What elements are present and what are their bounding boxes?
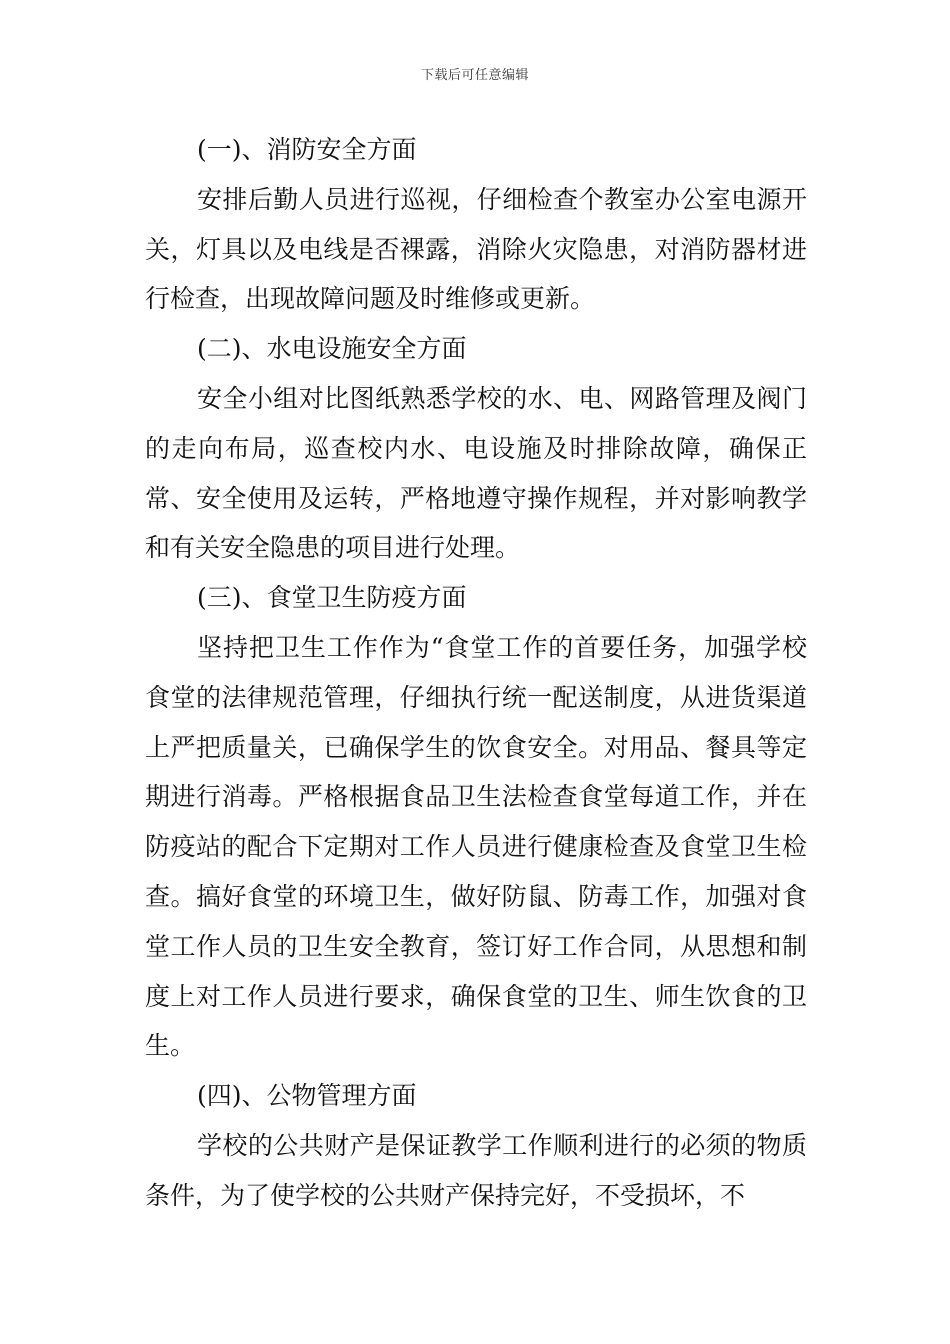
section-body-fire-safety: 安排后勤人员进行巡视，仔细检查个教室办公室电源开关，灯具以及电线是否裸露，消除火灾隐患，对消防器材进行检查，出现故障问题及时维修或更新。 xyxy=(145,184,807,314)
section-heading-water-electric: (二)、水电设施安全方面 xyxy=(197,334,467,364)
section-body-water-electric: 安全小组对比图纸熟悉学校的水、电、网路管理及阀门的走向布局，巡查校内水、电设施及时排除故障，确保正常、安全使用及运转，严格地遵守操作规程，并对影响教学和有关安全隐患的项目进行处理。 xyxy=(145,383,807,563)
section-body-public-property: 学校的公共财产是保证教学工作顺利进行的必须的物质条件，为了使学校的公共财产保持完好，不受损坏，不 xyxy=(145,1130,807,1210)
section-body-canteen-hygiene: 坚持把卫生工作作为“食堂工作的首要任务，加强学校食堂的法律规范管理，仔细执行统一配送制度，从进货渠道上严把质量关，已确保学生的饮食安全。对用品、餐具等定期进行消毒。严格根据食品卫生法检查食堂每道工作，并在防疫站的配合下定期对工作人员进行健康检查及食堂卫生检查。搞好食堂的环境卫生，做好防鼠、防毒工作，加强对食堂工作人员的卫生安全教育，签订好工作合同，从思想和制度上对工作人员进行要求，确保食堂的卫生、师生饮食的卫生。 xyxy=(145,632,807,1061)
section-heading-canteen-hygiene: (三)、食堂卫生防疫方面 xyxy=(197,583,467,613)
header-note: 下载后可任意编辑 xyxy=(420,68,529,83)
section-heading-fire-safety: (一)、消防安全方面 xyxy=(197,135,417,164)
document-body xyxy=(145,125,807,1221)
section-heading-public-property: (四)、公物管理方面 xyxy=(197,1081,417,1111)
